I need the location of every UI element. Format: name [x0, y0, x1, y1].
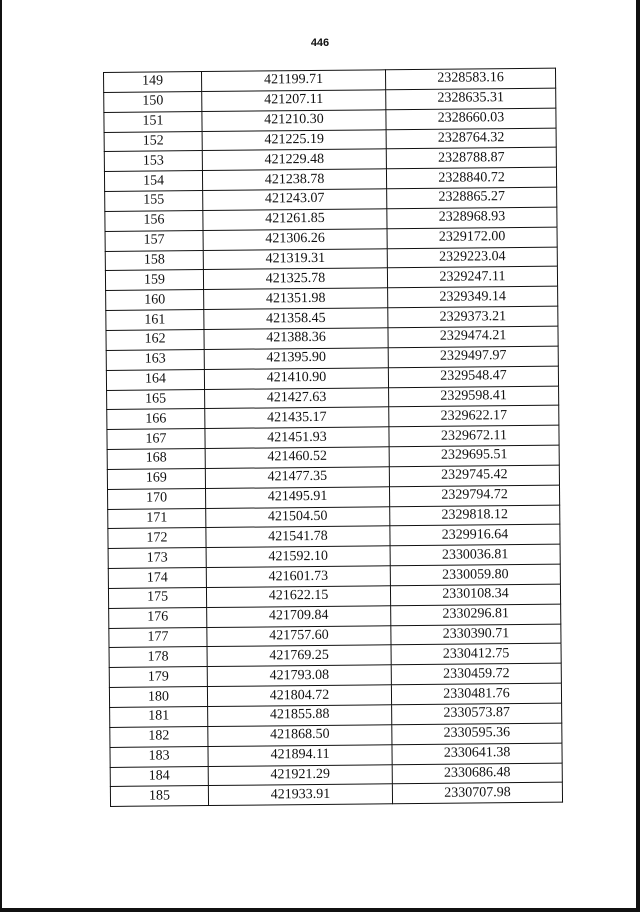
x-coordinate-cell: 421358.45 — [204, 308, 388, 330]
point-number-cell: 163 — [106, 349, 204, 370]
point-number-cell: 171 — [108, 508, 206, 529]
y-coordinate-cell: 2329474.21 — [388, 326, 558, 347]
point-number-cell: 157 — [105, 230, 203, 251]
y-coordinate-cell: 2330059.80 — [390, 564, 560, 585]
x-coordinate-cell: 421855.88 — [208, 705, 392, 727]
table-row — [110, 782, 562, 806]
x-coordinate-cell: 421769.25 — [207, 645, 391, 667]
point-number-cell: 177 — [109, 627, 207, 648]
x-coordinate-cell: 421435.17 — [205, 407, 389, 429]
x-coordinate-cell: 421319.31 — [203, 248, 387, 270]
point-number-cell: 185 — [110, 786, 208, 807]
coordinates-table-container — [103, 68, 563, 808]
point-number-cell: 180 — [109, 687, 207, 708]
point-number-cell: 158 — [105, 250, 203, 271]
y-coordinate-cell: 2328635.31 — [386, 88, 556, 109]
y-coordinate-cell: 2329548.47 — [388, 366, 558, 387]
point-number-cell: 161 — [106, 310, 204, 331]
point-number-cell: 159 — [105, 270, 203, 291]
y-coordinate-cell: 2328660.03 — [386, 108, 556, 129]
x-coordinate-cell: 421495.91 — [206, 486, 390, 508]
y-coordinate-cell: 2329818.12 — [390, 505, 560, 526]
y-coordinate-cell: 2330707.98 — [392, 782, 562, 803]
scan-border-right — [636, 0, 640, 912]
point-number-cell: 154 — [104, 171, 202, 192]
point-number-cell: 183 — [110, 746, 208, 767]
x-coordinate-cell: 421868.50 — [208, 725, 392, 747]
y-coordinate-cell: 2330481.76 — [391, 683, 561, 704]
x-coordinate-cell: 421225.19 — [202, 129, 386, 151]
x-coordinate-cell: 421261.85 — [203, 209, 387, 231]
y-coordinate-cell: 2330686.48 — [392, 763, 562, 784]
x-coordinate-cell: 421410.90 — [204, 367, 388, 389]
point-number-cell: 150 — [104, 91, 202, 112]
x-coordinate-cell: 421207.11 — [202, 90, 386, 112]
y-coordinate-cell: 2328788.87 — [386, 148, 556, 169]
y-coordinate-cell: 2330412.75 — [391, 644, 561, 665]
x-coordinate-cell: 421427.63 — [205, 387, 389, 409]
point-number-cell: 173 — [108, 548, 206, 569]
point-number-cell: 155 — [105, 191, 203, 212]
x-coordinate-cell: 421793.08 — [207, 665, 391, 687]
x-coordinate-cell: 421709.84 — [207, 606, 391, 628]
point-number-cell: 181 — [110, 707, 208, 728]
point-number-cell: 179 — [109, 667, 207, 688]
point-number-cell: 175 — [108, 587, 206, 608]
y-coordinate-cell: 2329672.11 — [389, 425, 559, 446]
y-coordinate-cell: 2330390.71 — [391, 624, 561, 645]
x-coordinate-cell: 421388.36 — [204, 328, 388, 350]
x-coordinate-cell: 421504.50 — [206, 506, 390, 528]
point-number-cell: 156 — [105, 210, 203, 231]
x-coordinate-cell: 421199.71 — [202, 70, 386, 92]
x-coordinate-cell: 421238.78 — [202, 169, 386, 191]
y-coordinate-cell: 2329247.11 — [387, 267, 557, 288]
y-coordinate-cell: 2328583.16 — [385, 68, 555, 89]
point-number-cell: 172 — [108, 528, 206, 549]
y-coordinate-cell: 2328764.32 — [386, 128, 556, 149]
point-number-cell: 184 — [110, 766, 208, 787]
y-coordinate-cell: 2330459.72 — [391, 663, 561, 684]
point-number-cell: 168 — [107, 449, 205, 470]
y-coordinate-cell: 2329373.21 — [388, 306, 558, 327]
y-coordinate-cell: 2328840.72 — [386, 167, 556, 188]
y-coordinate-cell: 2330108.34 — [390, 584, 560, 605]
y-coordinate-cell: 2329695.51 — [389, 445, 559, 466]
point-number-cell: 162 — [106, 330, 204, 351]
y-coordinate-cell: 2330573.87 — [392, 703, 562, 724]
x-coordinate-cell: 421757.60 — [207, 625, 391, 647]
point-number-cell: 167 — [107, 429, 205, 450]
x-coordinate-cell: 421395.90 — [204, 348, 388, 370]
y-coordinate-cell: 2329622.17 — [389, 405, 559, 426]
x-coordinate-cell: 421229.48 — [202, 149, 386, 171]
y-coordinate-cell: 2329349.14 — [388, 286, 558, 307]
x-coordinate-cell: 421460.52 — [205, 447, 389, 469]
point-number-cell: 149 — [104, 72, 202, 93]
y-coordinate-cell: 2330641.38 — [392, 743, 562, 764]
y-coordinate-cell: 2329497.97 — [388, 346, 558, 367]
x-coordinate-cell: 421243.07 — [203, 189, 387, 211]
x-coordinate-cell: 421622.15 — [206, 586, 390, 608]
x-coordinate-cell: 421451.93 — [205, 427, 389, 449]
point-number-cell: 170 — [108, 488, 206, 509]
page-number: 446 — [310, 37, 330, 49]
point-number-cell: 152 — [104, 131, 202, 152]
y-coordinate-cell: 2329172.00 — [387, 227, 557, 248]
x-coordinate-cell: 421894.11 — [208, 744, 392, 766]
point-number-cell: 174 — [108, 568, 206, 589]
point-number-cell: 153 — [104, 151, 202, 172]
x-coordinate-cell: 421804.72 — [207, 685, 391, 707]
y-coordinate-cell: 2329745.42 — [389, 465, 559, 486]
point-number-cell: 178 — [109, 647, 207, 668]
coordinates-table-body — [104, 68, 563, 807]
y-coordinate-cell: 2330595.36 — [392, 723, 562, 744]
point-number-cell: 151 — [104, 111, 202, 132]
point-number-cell: 160 — [106, 290, 204, 311]
x-coordinate-cell: 421325.78 — [203, 268, 387, 290]
y-coordinate-cell: 2330296.81 — [391, 604, 561, 625]
point-number-cell: 169 — [107, 468, 205, 489]
x-coordinate-cell: 421601.73 — [206, 566, 390, 588]
y-coordinate-cell: 2329916.64 — [390, 525, 560, 546]
y-coordinate-cell: 2329794.72 — [389, 485, 559, 506]
point-number-cell: 182 — [110, 726, 208, 747]
point-number-cell: 165 — [107, 389, 205, 410]
y-coordinate-cell: 2328968.93 — [387, 207, 557, 228]
x-coordinate-cell: 421306.26 — [203, 229, 387, 251]
point-number-cell: 176 — [109, 607, 207, 628]
x-coordinate-cell: 421351.98 — [204, 288, 388, 310]
y-coordinate-cell: 2329598.41 — [389, 386, 559, 407]
x-coordinate-cell: 421921.29 — [208, 764, 392, 786]
scan-border-left — [0, 0, 2, 912]
point-number-cell: 164 — [106, 369, 204, 390]
x-coordinate-cell: 421541.78 — [206, 526, 390, 548]
y-coordinate-cell: 2328865.27 — [387, 187, 557, 208]
x-coordinate-cell: 421477.35 — [205, 467, 389, 489]
x-coordinate-cell: 421592.10 — [206, 546, 390, 568]
point-number-cell: 166 — [107, 409, 205, 430]
y-coordinate-cell: 2329223.04 — [387, 247, 557, 268]
scan-border-bottom — [0, 908, 640, 912]
x-coordinate-cell: 421933.91 — [208, 784, 392, 806]
y-coordinate-cell: 2330036.81 — [390, 544, 560, 565]
coordinates-table — [103, 68, 563, 808]
x-coordinate-cell: 421210.30 — [202, 109, 386, 131]
